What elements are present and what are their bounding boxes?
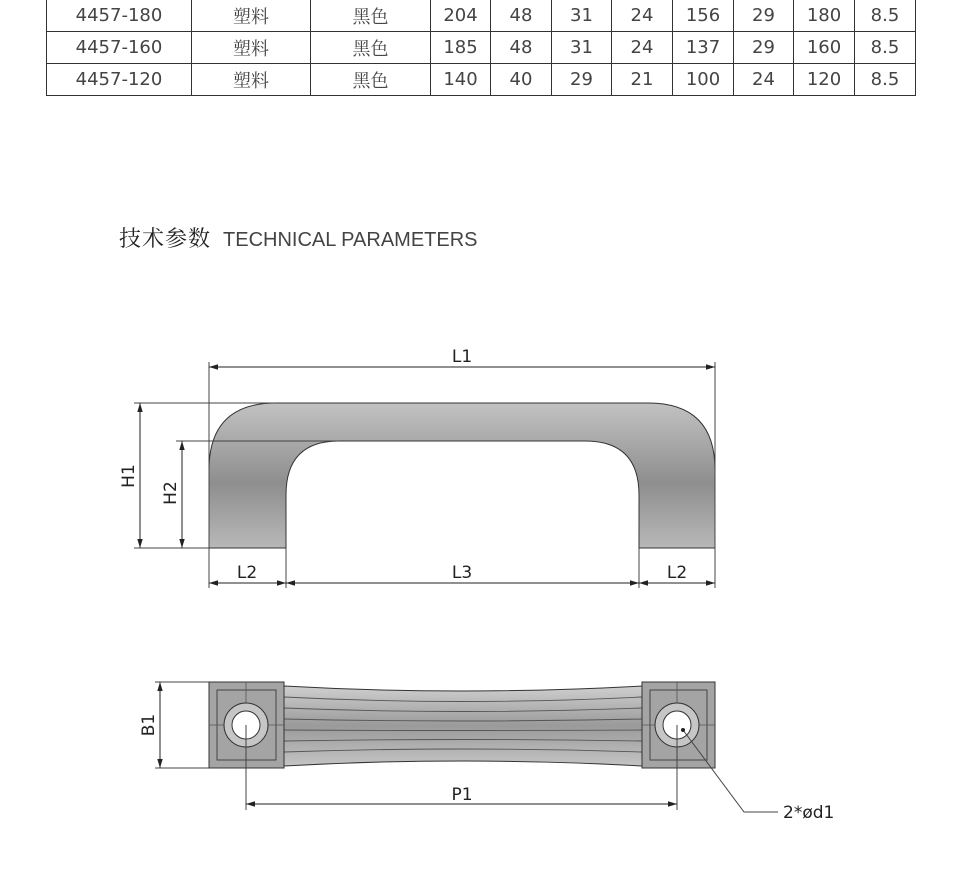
- cell-h2: 21: [612, 64, 673, 96]
- cell-d1: 8.5: [855, 0, 916, 32]
- cell-l1: 204: [431, 0, 491, 32]
- dimension-b1: [139, 682, 209, 768]
- cell-p1: 160: [794, 32, 855, 64]
- section-title-en: TECHNICAL PARAMETERS: [223, 229, 478, 251]
- cell-b1: 29: [552, 64, 612, 96]
- cell-h2: 24: [612, 32, 673, 64]
- cell-l2: 29: [734, 32, 794, 64]
- cell-h2: 24: [612, 0, 673, 32]
- cell-color: 黑色: [311, 64, 431, 96]
- cell-model: 4457-160: [47, 32, 192, 64]
- label-l2-left: L2: [236, 563, 258, 583]
- cell-p1: 180: [794, 0, 855, 32]
- cell-color: 黑色: [311, 0, 431, 32]
- cell-model: 4457-180: [47, 0, 192, 32]
- cell-b1: 31: [552, 0, 612, 32]
- cell-model: 4457-120: [47, 64, 192, 96]
- cell-h1: 48: [491, 32, 552, 64]
- label-h1: H1: [119, 464, 139, 488]
- cell-p1: 120: [794, 64, 855, 96]
- cell-material: 塑料: [192, 32, 311, 64]
- label-l1: L1: [451, 347, 473, 367]
- cell-l2: 29: [734, 0, 794, 32]
- cell-d1: 8.5: [855, 64, 916, 96]
- label-l3: L3: [451, 563, 473, 583]
- handle-top-view: [209, 682, 715, 768]
- handle-side-view: [209, 403, 715, 548]
- cell-l3: 156: [673, 0, 734, 32]
- cell-l1: 185: [431, 32, 491, 64]
- cell-l3: 137: [673, 32, 734, 64]
- label-h2: H2: [161, 481, 181, 505]
- cell-d1: 8.5: [855, 32, 916, 64]
- label-b1: B1: [139, 713, 159, 737]
- cell-material: 塑料: [192, 0, 311, 32]
- cell-color: 黑色: [311, 32, 431, 64]
- cell-h1: 48: [491, 0, 552, 32]
- cell-material: 塑料: [192, 64, 311, 96]
- label-l2-right: L2: [666, 563, 688, 583]
- dimension-l1: [209, 347, 715, 367]
- cell-h1: 40: [491, 64, 552, 96]
- mounting-block-right: [642, 682, 715, 768]
- cell-l3: 100: [673, 64, 734, 96]
- cell-l2: 24: [734, 64, 794, 96]
- dimension-h1: [119, 403, 140, 548]
- cell-b1: 31: [552, 32, 612, 64]
- dimension-h2: [161, 441, 182, 548]
- label-hole: 2*ød1: [783, 803, 835, 823]
- label-p1: P1: [451, 785, 473, 805]
- section-title-zh: 技术参数: [119, 227, 212, 252]
- cell-l1: 140: [431, 64, 491, 96]
